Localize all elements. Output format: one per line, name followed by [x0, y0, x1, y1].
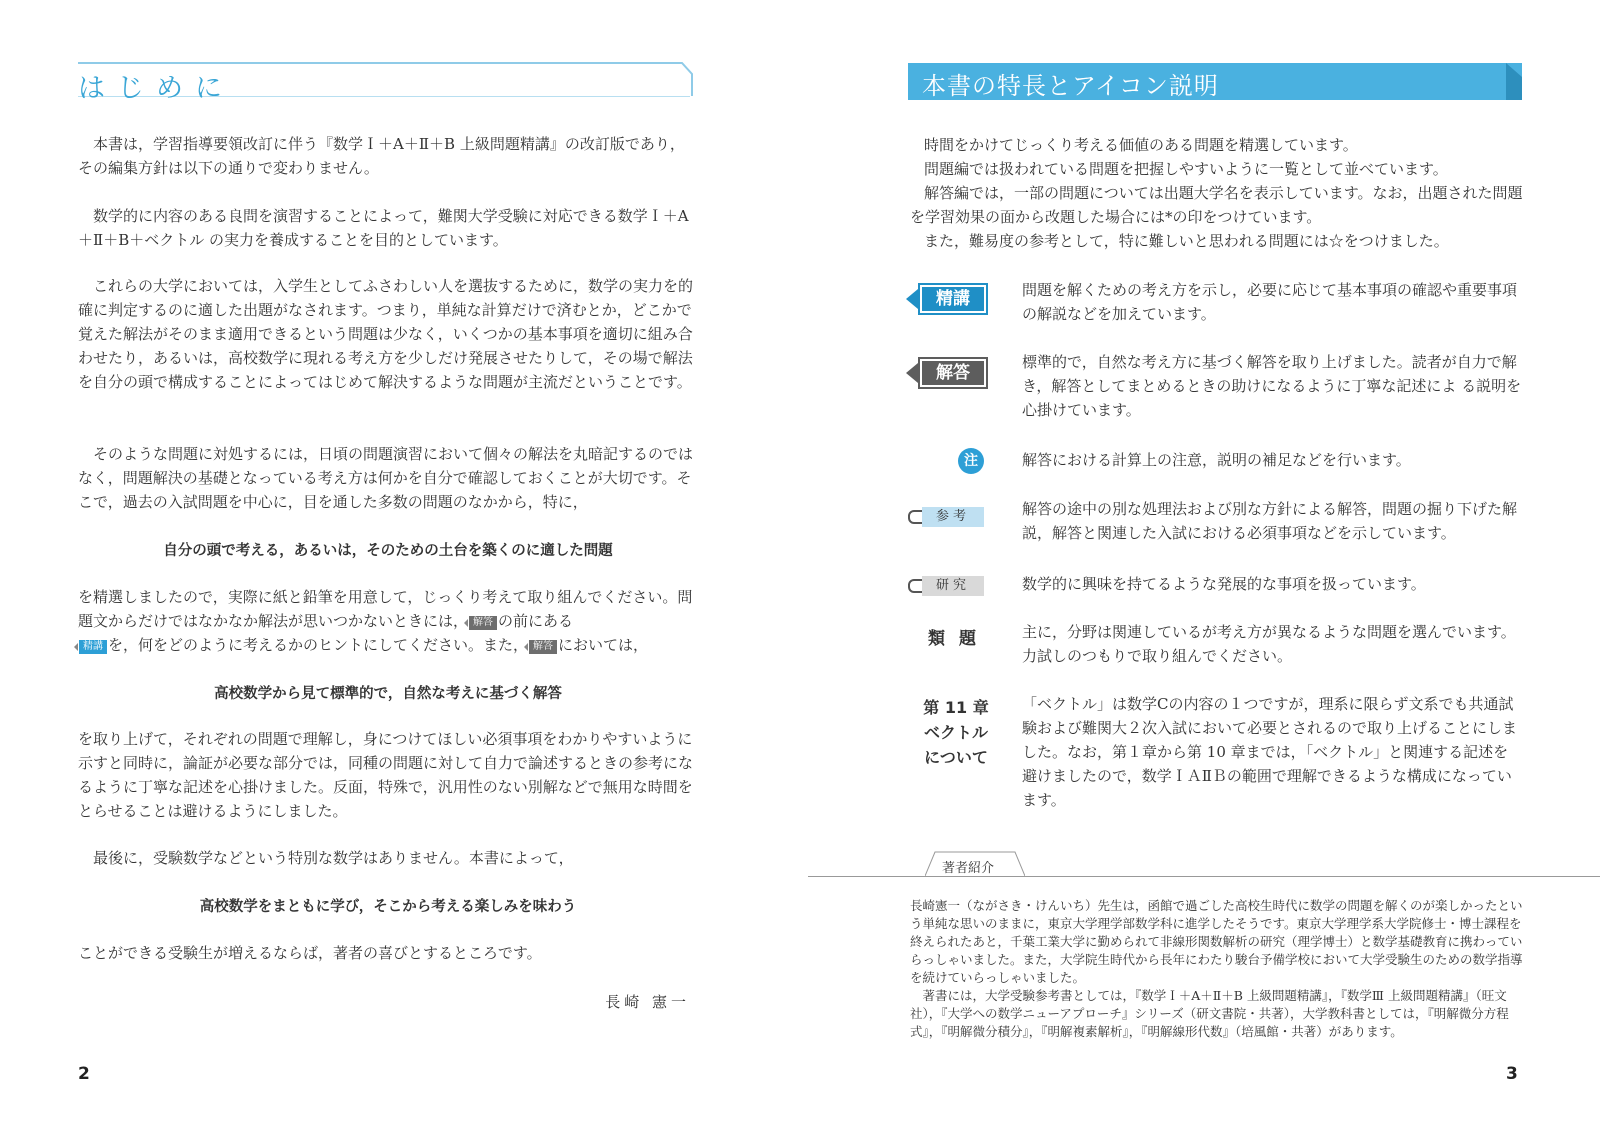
paragraph-selection-part-1: を精選しましたので，実際に紙と鉛筆を用意して，じっくり考えて取り組んでください。問題文からだけではなかなか解法が思いつかないときには，: [78, 588, 693, 630]
author-bio: 長崎憲一（ながさき・けんいち）先生は，函館で過ごした高校生時代に数学の問題を解くのが楽しかったという単純な思いのままに，東京大学理学部数学科に進学したそうです。東京大学理学系大学院修士・博士課程を終えられたあと，千葉工業大学に勤められて非線形関数解析の研究（理学博士）と数学基礎教育に携わっていらっしゃいました。また，大学院生時代から長年にわたり駿台予備学校において大学受験生のための数学指導を続けていらっしゃいました。: [910, 898, 1523, 985]
emphasis-line-1: 自分の頭で考える，あるいは，そのための土台を築くのに適した問題: [163, 543, 613, 559]
paragraph-approach: そのような問題に対処するには，日頃の問題演習において個々の解法を丸暗記するのではなく，問題解決の基礎となっている考え方は何かを自分で確認しておくことが大切です。そこで，過去の入試問題を中心に，目を通した多数の問題のなかから，特に，: [78, 445, 694, 511]
chu-icon: 注: [958, 448, 984, 474]
inline-tag-kaito-2: 解答: [529, 640, 557, 654]
sanko-icon: 参考: [922, 507, 984, 527]
paragraph-universities: これらの大学においては，入学生としてふさわしい人を選抜するために，数学の実力を的確に判定するのに適した出題がなされます。つまり，単純な計算だけで済むとか，どこかで覚えた解法がそのまま適用できるという問題は少なく，いくつかの基本事項を適切に組み合わせたり，あるいは，高校数学に現れる考え方を少しだけ発展させたりして，その場で解法を自分の頭で構成することによってはじめて解決するような問題が主流だということです。: [78, 277, 694, 391]
corner-fold-icon: [674, 62, 694, 98]
paragraph-selection-part-4: においては，: [558, 636, 649, 654]
ruidai-label: 類題: [928, 629, 990, 649]
chapter-11-label-line-2: ベクトル: [923, 723, 988, 742]
page-title: はじめに: [78, 73, 234, 104]
seiko-icon: 精講: [918, 283, 988, 315]
chapter-11-description: 「ベクトル」は数学Cの内容の１つですが，理系に限らず文系でも共通試験および難関大２次入試において必要とされるので取り上げることにしました。なお，第１章から第 10 章までは，「ベクトル」と関連する記述を避けましたので，数学ＩＡⅡＢの範囲で理解できるような構成になっています。: [1022, 695, 1518, 809]
page-number-left: 2: [78, 1064, 90, 1084]
author-section-title: 著者紹介: [942, 861, 995, 876]
features-heading: 本書の特長とアイコン説明: [922, 72, 1219, 100]
seiko-description: 問題を解くための考え方を示し，必要に応じて基本事項の確認や重要事項の解説などを加えています。: [1022, 281, 1518, 323]
emphasis-line-3: 高校数学をまともに学び，そこから考える楽しみを味わう: [199, 899, 577, 915]
paragraph-intro: 本書は，学習指導要領改訂に伴う『数学Ｉ＋A＋Ⅱ＋B 上級問題精講』の改訂版であり，その編集方針は以下の通りで変わりません。: [78, 135, 685, 177]
sanko-description: 解答の途中の別な処理法および別な方針による解答，問題の掘り下げた解説，解答と関連した入試における必須事項などを示しています。: [1022, 500, 1518, 542]
paragraph-explanation: を取り上げて，それぞれの問題で理解し，身につけてほしい必須事項をわかりやすいように示すと同時に，論証が必要な部分では，同種の問題に対して自力で論述するときの参考になるように丁寧な記述を心掛けました。反面，特殊で，汎用性のない別解などで無用な時間をとらせることは避けるようにしました。: [78, 730, 694, 820]
inline-tag-kaito: 解答: [469, 616, 497, 630]
emphasis-line-2: 高校数学から見て標準的で，自然な考えに基づく解答: [214, 686, 562, 702]
kaito-description: 標準的で，自然な考え方に基づく解答を取り上げました。読者が自力で解き，解答としてまとめるときの助けになるように丁寧な記述によ る説明を心掛けています。: [1022, 353, 1522, 419]
intro-line-3: 解答編では，一部の問題については出題大学名を表示しています。なお，出題された問題を学習効果の面から改題した場合には*の印をつけています。: [910, 184, 1523, 226]
paragraph-purpose: 数学的に内容のある良問を演習することによって，難関大学受験に対応できる数学Ｉ＋A＋Ⅱ＋B＋ベクトル の実力を養成することを目的としています。: [78, 207, 689, 249]
paragraph-selection-part-3: を，何をどのように考えるかのヒントにしてください。また，: [108, 636, 529, 654]
chapter-11-label-line-3: について: [924, 748, 988, 767]
chapter-11-label: [916, 695, 996, 770]
paragraph-selection-part-2: の前にある: [498, 612, 574, 630]
heading-top-rule: [78, 62, 676, 64]
kaito-icon: 解答: [918, 357, 988, 389]
author-signature: 長崎 憲一: [605, 993, 690, 1011]
paragraph-closing: 最後に，受験数学などという特別な数学はありません。本書によって，: [93, 849, 574, 867]
author-divider: [808, 876, 1600, 877]
corner-fold-icon-right: [1506, 63, 1524, 100]
kaito-tag-arrow: [906, 363, 918, 383]
chu-description: 解答における計算上の注意，説明の補足などを行います。: [1022, 451, 1411, 469]
ruidai-description: 主に，分野は関連しているが考え方が異なるような問題を選んでいます。力試しのつもりで取り組んでください。: [1022, 623, 1516, 665]
chapter-11-label-line-1: 第 11 章: [923, 698, 989, 717]
paragraph-selection: [78, 585, 698, 657]
intro-line-4: また，難易度の参考として，特に難しいと思われる問題には☆をつけました。: [924, 232, 1449, 250]
kenkyu-description: 数学的に興味を持てるような発展的な事項を扱っています。: [1022, 575, 1426, 593]
page-number-right: 3: [1506, 1064, 1518, 1084]
features-heading-bar: [908, 63, 1522, 100]
inline-tag-seiko: 精講: [79, 640, 107, 654]
intro-line-1: 時間をかけてじっくり考える価値のある問題を精選しています。: [924, 136, 1358, 154]
kenkyu-icon: 研究: [922, 576, 984, 596]
author-books: 著書には，大学受験参考書としては，『数学Ｉ＋A＋Ⅱ＋B 上級問題精講』，『数学Ⅲ 上級問題精講』（旺文社），『大学への数学ニューアプローチ』シリーズ（研文書院・共著），大学教科書としては，『明解微分方程式』，『明解微分積分』，『明解複素解析』，『明解線形代数』（培風館・共著）があります。: [910, 988, 1509, 1039]
paragraph-final: ことができる受験生が増えるならば，著者の喜びとするところです。: [78, 944, 542, 962]
seiko-tag-arrow: [906, 289, 918, 309]
intro-line-2: 問題編では扱われている問題を把握しやすいように一覧として並べています。: [924, 160, 1448, 178]
